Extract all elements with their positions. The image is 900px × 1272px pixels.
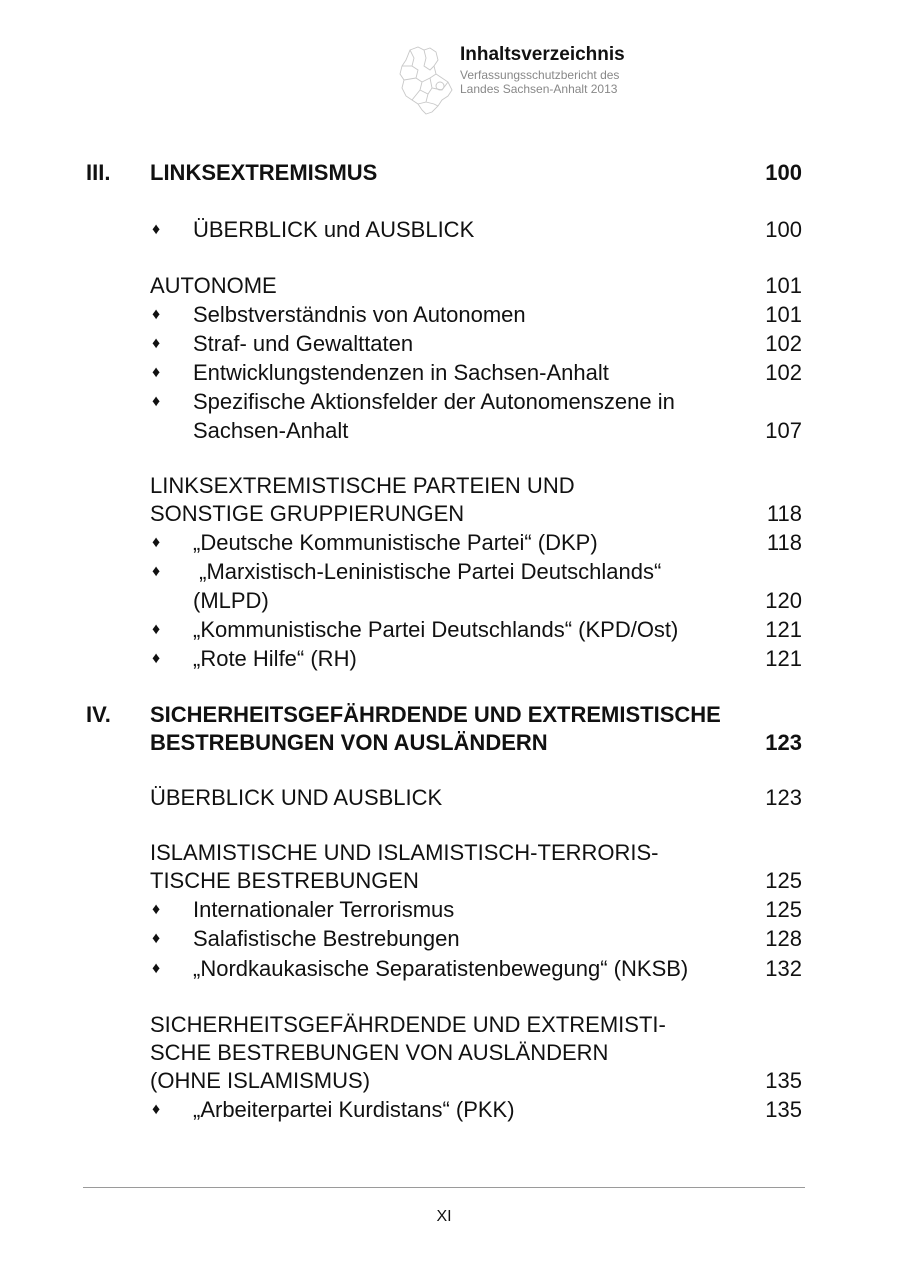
group-label-line2: TISCHE BESTREBUNGEN <box>150 868 419 893</box>
section-number: III. <box>86 160 111 185</box>
group-label: AUTONOME <box>150 273 277 298</box>
page-header <box>396 42 696 116</box>
entry-label: „Kommunistische Partei Deutschlands“ (KPD/Ost) <box>193 617 679 642</box>
entry-label-line2: (MLPD) <box>193 588 269 613</box>
group-label-line3: (OHNE ISLAMISMUS) <box>150 1068 371 1093</box>
page-number: 101 <box>765 302 802 327</box>
page-number: 128 <box>765 926 802 951</box>
page-number: 118 <box>766 530 802 555</box>
diamond-bullet-icon: ♦ <box>152 901 161 918</box>
diamond-bullet-icon: ♦ <box>152 650 161 667</box>
page-number: 120 <box>765 588 802 613</box>
page-number: 100 <box>765 160 802 185</box>
entry-label: „Arbeiterpartei Kurdistans“ (PKK) <box>193 1097 515 1122</box>
group-label-line1: ISLAMISTISCHE UND ISLAMISTISCH-TERRORIS- <box>150 840 659 865</box>
entry-label: Entwicklungstendenzen in Sachsen-Anhalt <box>193 360 609 385</box>
diamond-bullet-icon: ♦ <box>152 534 161 551</box>
section-title-line1: SICHERHEITSGEFÄHRDENDE UND EXTREMISTISCHE <box>150 702 721 727</box>
diamond-bullet-icon: ♦ <box>152 563 161 580</box>
page-number: 125 <box>765 868 802 893</box>
group-label-line2: SONSTIGE GRUPPIERUNGEN <box>150 501 465 526</box>
section-number: IV. <box>86 702 111 727</box>
entry-label-line2: Sachsen-Anhalt <box>193 418 349 443</box>
page-number: 121 <box>765 646 802 671</box>
page-number: 121 <box>765 617 802 642</box>
page-number: 118 <box>766 501 802 526</box>
group-label-line1: SICHERHEITSGEFÄHRDENDE UND EXTREMISTI- <box>150 1012 666 1037</box>
footer-page-number: XI <box>436 1208 452 1225</box>
entry-label: „Rote Hilfe“ (RH) <box>193 646 357 671</box>
page-number: 123 <box>765 730 802 755</box>
diamond-bullet-icon: ♦ <box>152 621 161 638</box>
group-label-line1: LINKSEXTREMISTISCHE PARTEIEN UND <box>150 473 575 498</box>
entry-label: Selbstverständnis von Autonomen <box>193 302 526 327</box>
diamond-bullet-icon: ♦ <box>152 364 161 381</box>
entry-label-line1: „Marxistisch-Leninistische Partei Deutschlands“ <box>193 559 662 584</box>
page-number: 135 <box>765 1068 802 1093</box>
diamond-bullet-icon: ♦ <box>152 221 161 238</box>
diamond-bullet-icon: ♦ <box>152 1101 161 1118</box>
page-number: 135 <box>765 1097 802 1122</box>
diamond-bullet-icon: ♦ <box>152 930 161 947</box>
group-label-line2: SCHE BESTREBUNGEN VON AUSLÄNDERN <box>150 1040 609 1065</box>
entry-label: ÜBERBLICK und AUSBLICK <box>193 217 475 242</box>
entry-label: Internationaler Terrorismus <box>193 897 455 922</box>
page-number: 101 <box>765 273 802 298</box>
page-number: 100 <box>765 217 802 242</box>
diamond-bullet-icon: ♦ <box>152 393 161 410</box>
header-subtitle-line1: Verfassungsschutzbericht des <box>460 68 620 82</box>
section-title: LINKSEXTREMISMUS <box>150 160 378 185</box>
section-title-line2: BESTREBUNGEN VON AUSLÄNDERN <box>150 730 548 755</box>
diamond-bullet-icon: ♦ <box>152 306 161 323</box>
entry-label-line1: Spezifische Aktionsfelder der Autonomenszene in <box>193 389 675 414</box>
page-number: 123 <box>765 785 802 810</box>
header-subtitle-line2: Landes Sachsen-Anhalt 2013 <box>460 82 618 96</box>
page-number: 107 <box>765 418 802 443</box>
entry-label: Straf- und Gewalttaten <box>193 331 414 356</box>
diamond-bullet-icon: ♦ <box>152 335 161 352</box>
sachsen-anhalt-map-icon <box>396 44 458 116</box>
entry-label: „Nordkaukasische Separatistenbewegung“ (NKSB) <box>193 956 689 981</box>
group-label: ÜBERBLICK UND AUSBLICK <box>150 785 443 810</box>
page-number: 125 <box>765 897 802 922</box>
footer-divider <box>83 1187 805 1188</box>
page-number: 102 <box>765 331 802 356</box>
entry-label: Salafistische Bestrebungen <box>193 926 460 951</box>
header-title: Inhaltsverzeichnis <box>460 44 625 65</box>
entry-label: „Deutsche Kommunistische Partei“ (DKP) <box>193 530 598 555</box>
page-number: 102 <box>765 360 802 385</box>
page-number: 132 <box>765 956 802 981</box>
diamond-bullet-icon: ♦ <box>152 960 161 977</box>
